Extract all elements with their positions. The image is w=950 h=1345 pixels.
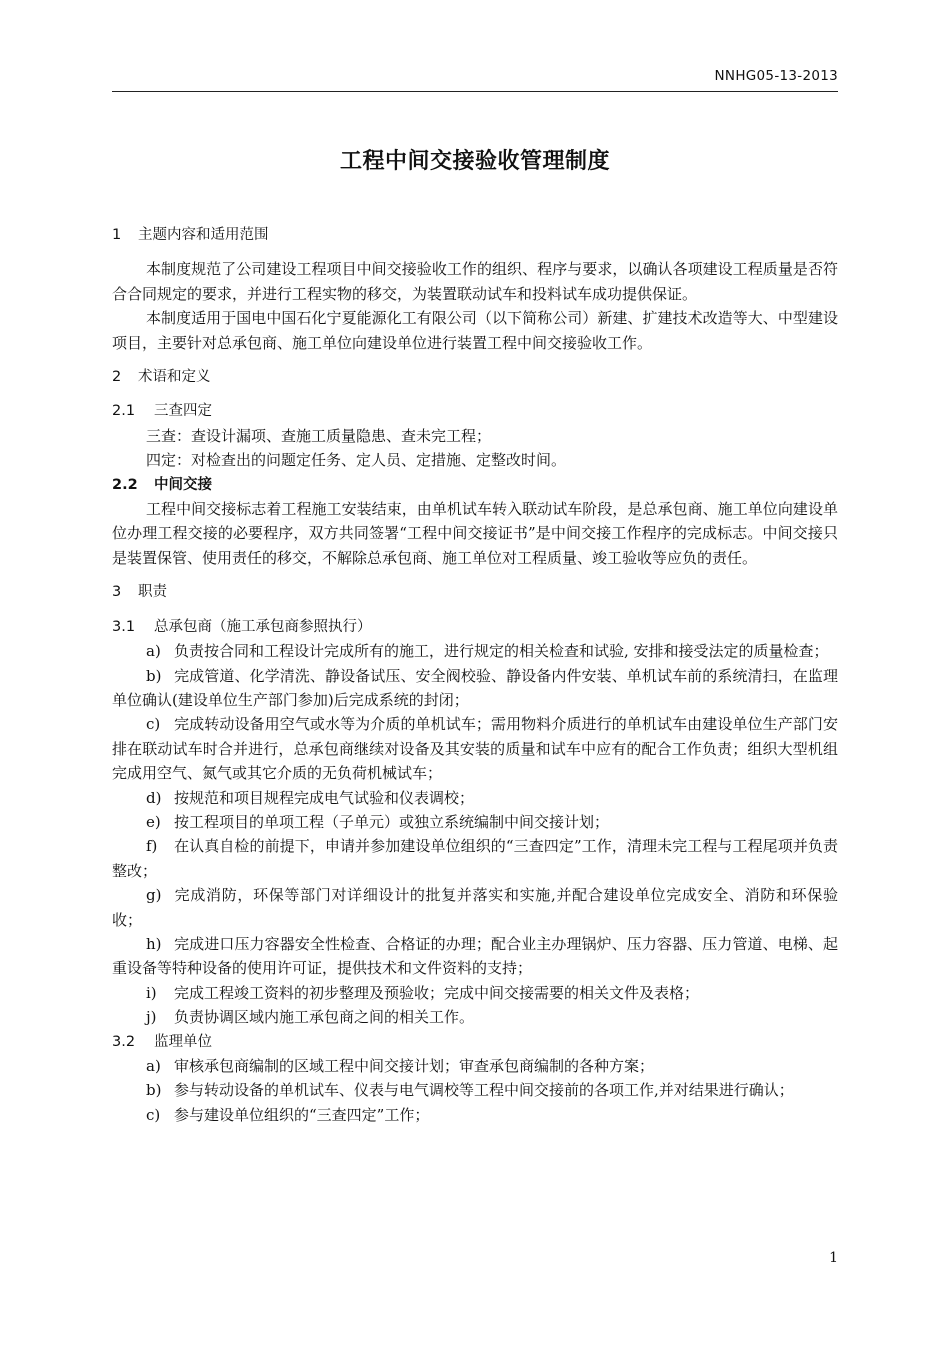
item-label: b)	[146, 666, 162, 685]
section-title: 总承包商（施工承包商参照执行）	[154, 618, 372, 635]
definition-line: 四定：对检查出的问题定任务、定人员、定措施、定整改时间。	[146, 451, 567, 470]
list-item	[112, 810, 838, 834]
item-text: 负责协调区域内施工承包商之间的相关工作。	[174, 1008, 475, 1027]
item-label: c)	[146, 1105, 161, 1124]
list-item	[112, 712, 838, 785]
section-title: 术语和定义	[138, 369, 211, 386]
section-number: 2.2	[112, 476, 138, 493]
item-text: 完成转动设备用空气或水等为介质的单机试车；需用物料介质进行的单机试车由建设单位生产部门安排在联动试车时合并进行，总承包商继续对设备及其安装的质量和试车中应有的配合工作负责；组织大型机组完成用空气、氮气或其它介质的无负荷机械试车；	[112, 715, 838, 783]
list-item	[112, 834, 838, 883]
item-label: h)	[146, 934, 162, 953]
item-label: d)	[146, 788, 162, 807]
item-label: f)	[146, 837, 158, 856]
document-body	[112, 223, 838, 1127]
page-number: 1	[829, 1250, 838, 1266]
item-label: a)	[146, 642, 161, 661]
section-number: 3.1	[112, 618, 136, 635]
item-text: 按规范和项目规程完成电气试验和仪表调校；	[174, 788, 475, 807]
item-label: i)	[146, 983, 157, 1002]
item-label: g)	[146, 886, 162, 905]
section-2-2-heading	[112, 473, 838, 497]
section-number: 2	[112, 369, 122, 386]
list-item	[112, 883, 838, 932]
item-text: 完成消防，环保等部门对详细设计的批复并落实和实施,并配合建设单位完成安全、消防和环保验收；	[112, 886, 838, 929]
section-title: 中间交接	[154, 476, 212, 493]
section-2-heading	[112, 365, 838, 389]
item-label: e)	[146, 812, 161, 831]
item-text: 按工程项目的单项工程（子单元）或独立系统编制中间交接计划；	[174, 812, 610, 831]
header-rule	[112, 91, 838, 92]
list-item	[112, 786, 838, 810]
paragraph: 本制度适用于国电中国石化宁夏能源化工有限公司（以下简称公司）新建、扩建技术改造等大、中型建设项目，主要针对总承包商、施工单位向建设单位进行装置工程中间交接验收工作。	[112, 309, 838, 352]
section-2-1-heading	[112, 399, 838, 423]
document-code: NNHG05-13-2013	[714, 68, 838, 84]
section-title: 三查四定	[154, 403, 212, 420]
item-label: c)	[146, 715, 161, 734]
section-number: 2.1	[112, 403, 136, 420]
section-3-2-heading	[112, 1030, 838, 1054]
item-text: 完成进口压力容器安全性检查、合格证的办理；配合业主办理锅炉、压力容器、压力管道、电梯、起重设备等特种设备的使用许可证，提供技术和文件资料的支持；	[112, 934, 838, 978]
list-item	[112, 1103, 838, 1127]
definition-line: 三查：查设计漏项、查施工质量隐患、查未完工程；	[146, 426, 492, 445]
list-item	[112, 981, 838, 1005]
section-3-1-heading	[112, 615, 838, 639]
item-label: a)	[146, 1057, 161, 1075]
list-item	[112, 1078, 838, 1102]
list-item	[112, 1005, 838, 1029]
list-item	[112, 664, 838, 713]
item-label: b)	[146, 1081, 162, 1100]
list-item	[112, 639, 838, 663]
item-text: 参与建设单位组织的“三查四定”工作；	[174, 1105, 430, 1124]
item-text: 负责按合同和工程设计完成所有的施工，进行规定的相关检查和试验, 安排和接受法定的质量检查；	[174, 642, 829, 661]
list-item	[112, 1054, 838, 1078]
document-title: 工程中间交接验收管理制度	[339, 149, 610, 174]
paragraph: 本制度规范了公司建设工程项目中间交接验收工作的组织、程序与要求，以确认各项建设工程质量是否符合合同规定的要求，并进行工程实物的移交，为装置联动试车和投料试车成功提供保证。	[112, 260, 838, 303]
item-text: 参与转动设备的单机试车、仪表与电气调校等工程中间交接前的各项工作,并对结果进行确认；	[174, 1081, 794, 1100]
item-text: 完成工程竣工资料的初步整理及预验收；完成中间交接需要的相关文件及表格；	[174, 983, 700, 1002]
paragraph: 工程中间交接标志着工程施工安装结束，由单机试车转入联动试车阶段，是总承包商、施工单位向建设单位办理工程交接的必要程序，双方共同签署“工程中间交接证书”是中间交接工作程序的完成标志。中间交接只是装置保管、使用责任的移交，不解除总承包商、施工单位对工程质量、竣工验收等应负的责任。	[112, 500, 838, 567]
section-1-heading	[112, 223, 838, 247]
item-text: 审核承包商编制的区域工程中间交接计划；审查承包商编制的各种方案；	[174, 1057, 655, 1075]
item-text: 在认真自检的前提下，申请并参加建设单位组织的“三查四定”工作，清理未完工程与工程尾项并负责整改；	[112, 837, 838, 880]
section-number: 1	[112, 227, 122, 243]
item-label: j)	[146, 1008, 157, 1027]
section-title: 主题内容和适用范围	[138, 227, 269, 243]
item-text: 完成管道、化学清洗、静设备试压、安全阀校验、静设备内件安装、单机试车前的系统清扫，在监理单位确认(建设单位生产部门参加)后完成系统的封闭；	[112, 666, 838, 709]
section-number: 3	[112, 584, 122, 601]
list-item	[112, 932, 838, 981]
section-number: 3.2	[112, 1033, 136, 1050]
section-3-heading	[112, 580, 838, 604]
section-title: 监理单位	[154, 1033, 212, 1050]
section-title: 职责	[138, 584, 167, 601]
